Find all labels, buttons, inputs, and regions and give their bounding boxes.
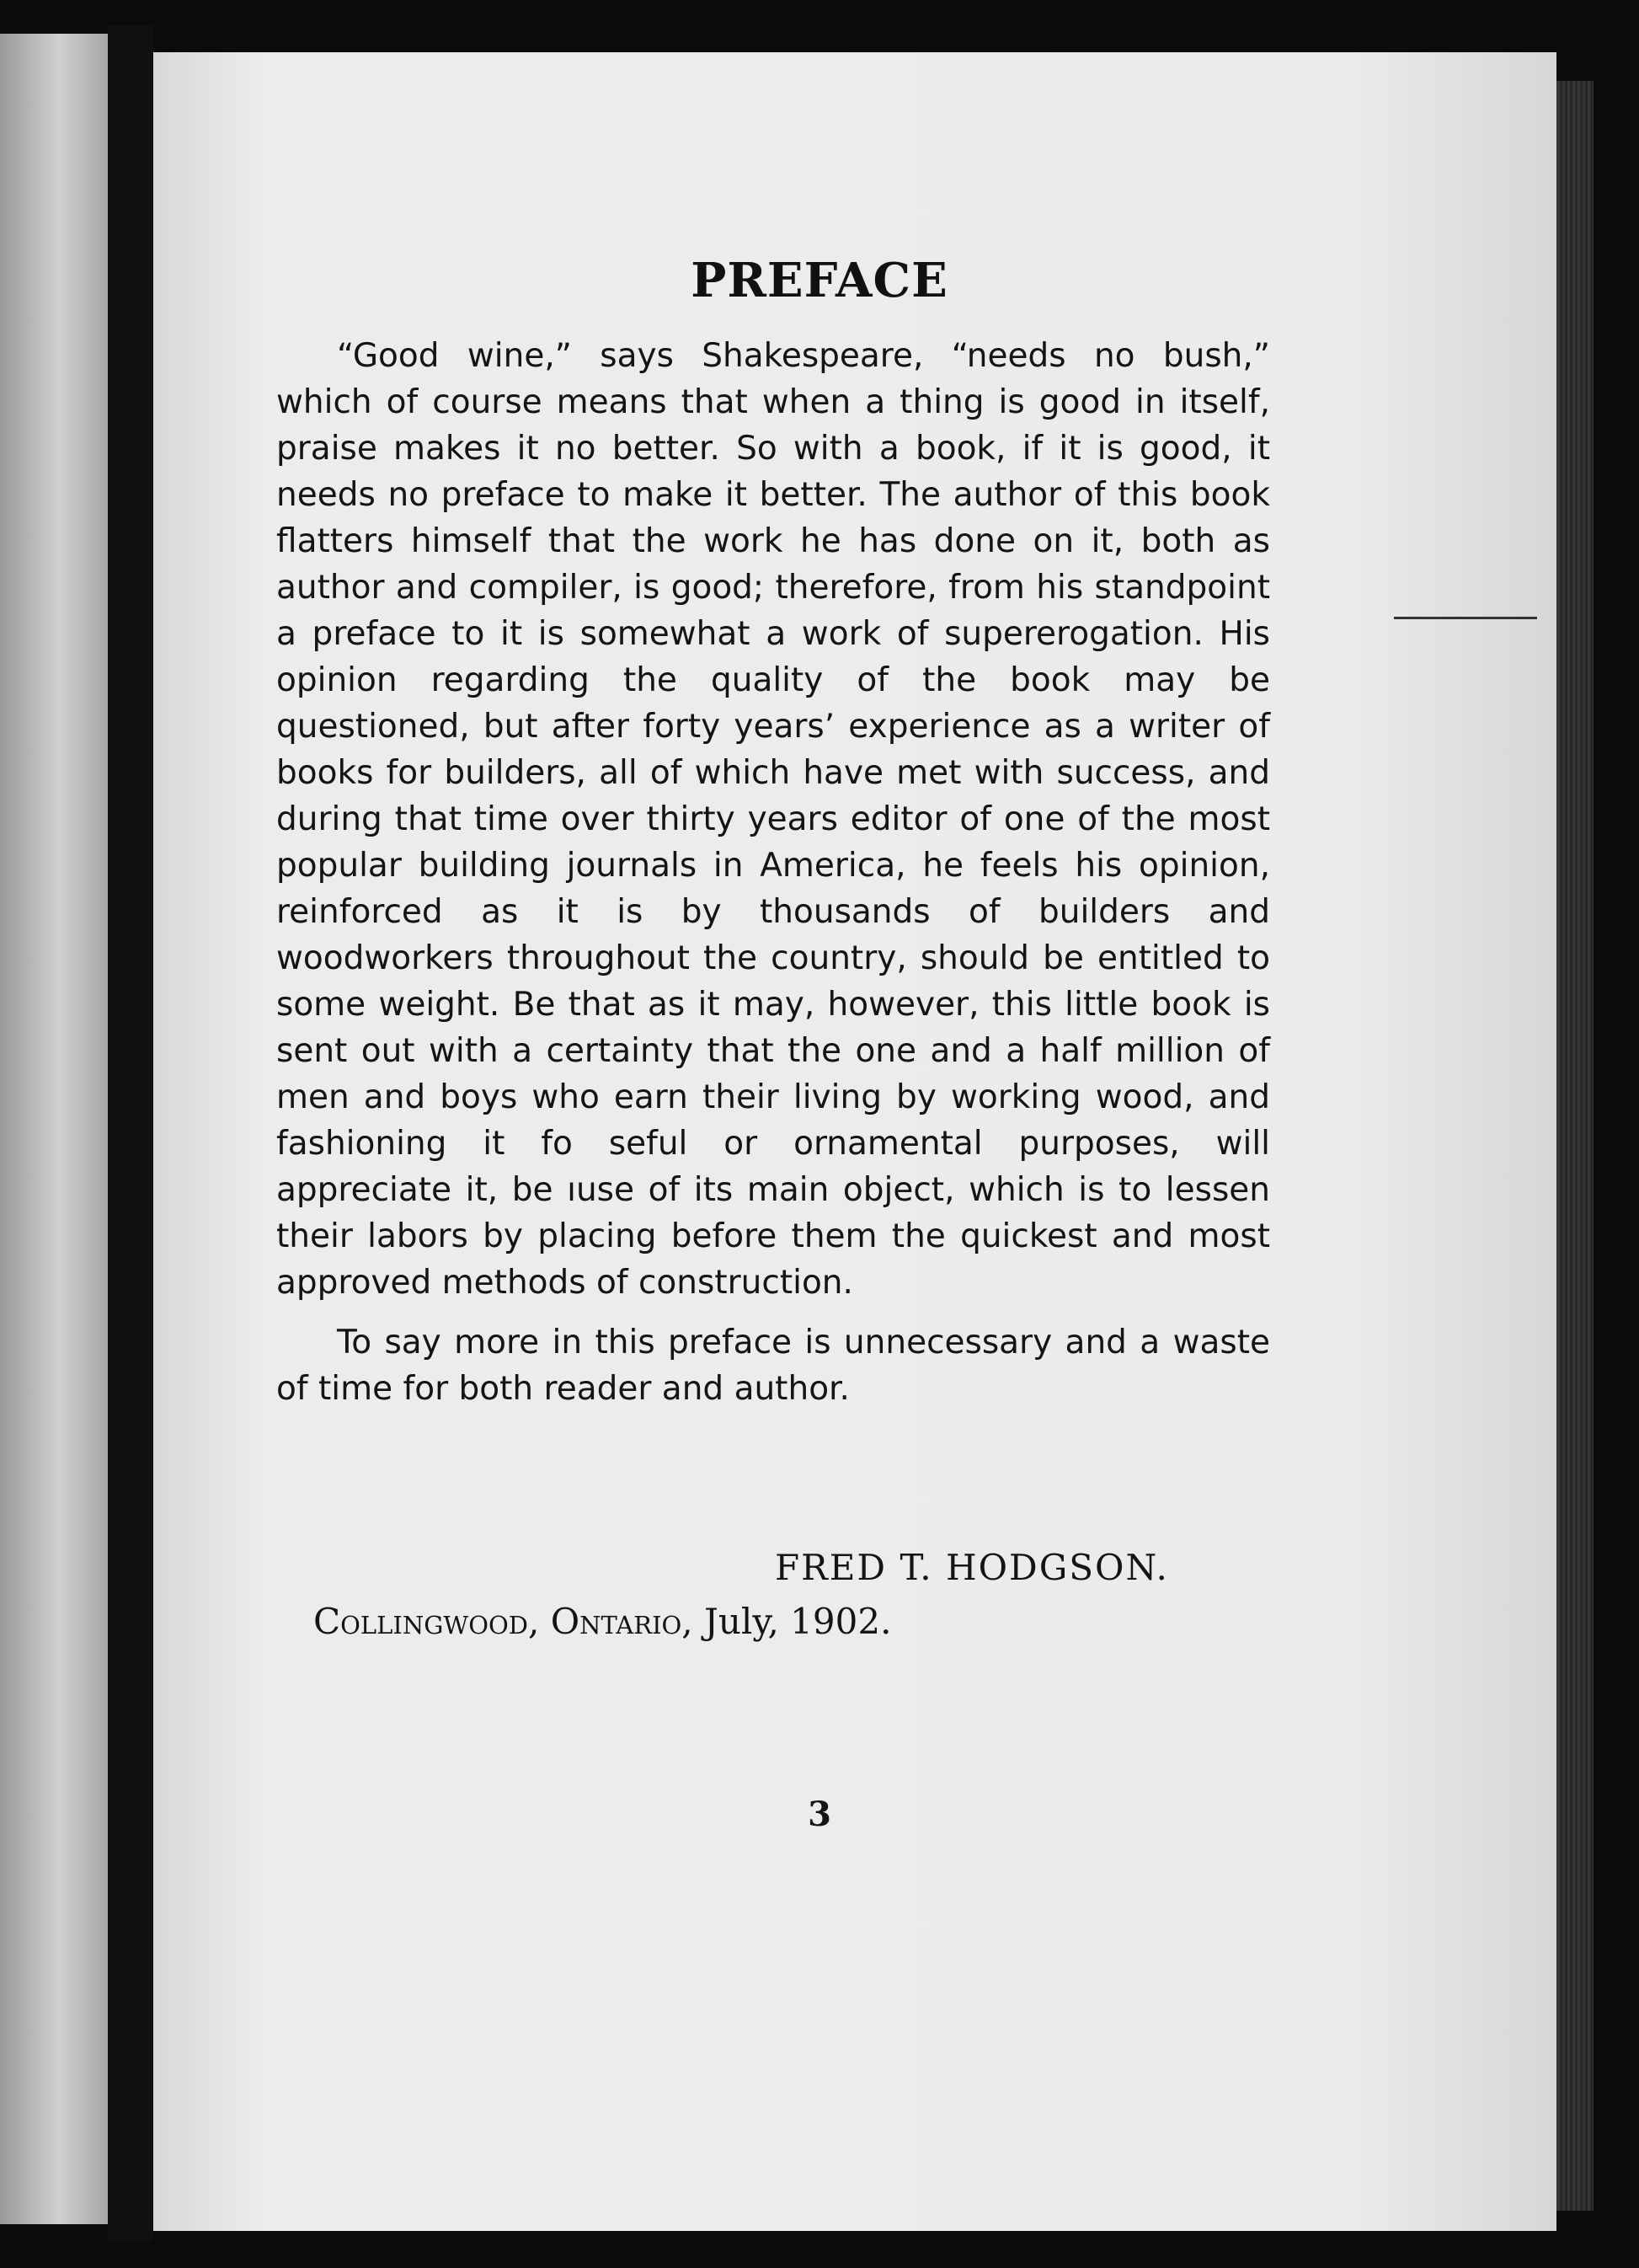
preface-paragraph-2: To say more in this preface is unnecessary and a waste of time for both reader and author. xyxy=(276,1324,1270,1408)
book-gutter xyxy=(108,25,153,2241)
page-title: PREFACE xyxy=(691,253,948,308)
preface-body xyxy=(276,333,1270,1412)
preface-paragraph-1: “Good wine,” says Shakespeare, “needs no bush,” which of course means that when a thing is good in itself, praise makes it no better. So with a book, if it is good, it needs no preface to make it better. The author of this book flatters himself that the work he has done on it, both as author and compiler, is good; therefore, from his standpoint a preface to it is somewhat a work of supererogation. His opinion regarding the quality of the book may be questioned, but after forty years’ experience as a writer of books for builders, all of which have met with success, and during that time over thirty years editor of one of the most popular building journals in America, he feels his opinion, reinforced as it is by thousands of builders and woodworkers throughout the country, should be entitled to some weight. Be that as it may, however, this little book is sent out with a certainty that the one and a half million of men and boys who earn their living by working wood, and fashioning it fo seful or ornamental purposes, will appreciate it, be ıuse of its main object, which is to lessen their labors by placing before them the quickest and most approved methods of construction. xyxy=(276,337,1270,1302)
page-number: 3 xyxy=(808,1795,831,1834)
author-signature: FRED T. HODGSON. xyxy=(775,1547,1169,1588)
dateline-date: July, 1902. xyxy=(704,1601,892,1642)
scan-rule-mark xyxy=(1394,617,1537,619)
dateline-place: Collingwood, Ontario, xyxy=(313,1601,693,1642)
dateline xyxy=(313,1601,891,1642)
previous-page-edge xyxy=(0,34,108,2224)
page-block-edge xyxy=(1556,81,1594,2211)
